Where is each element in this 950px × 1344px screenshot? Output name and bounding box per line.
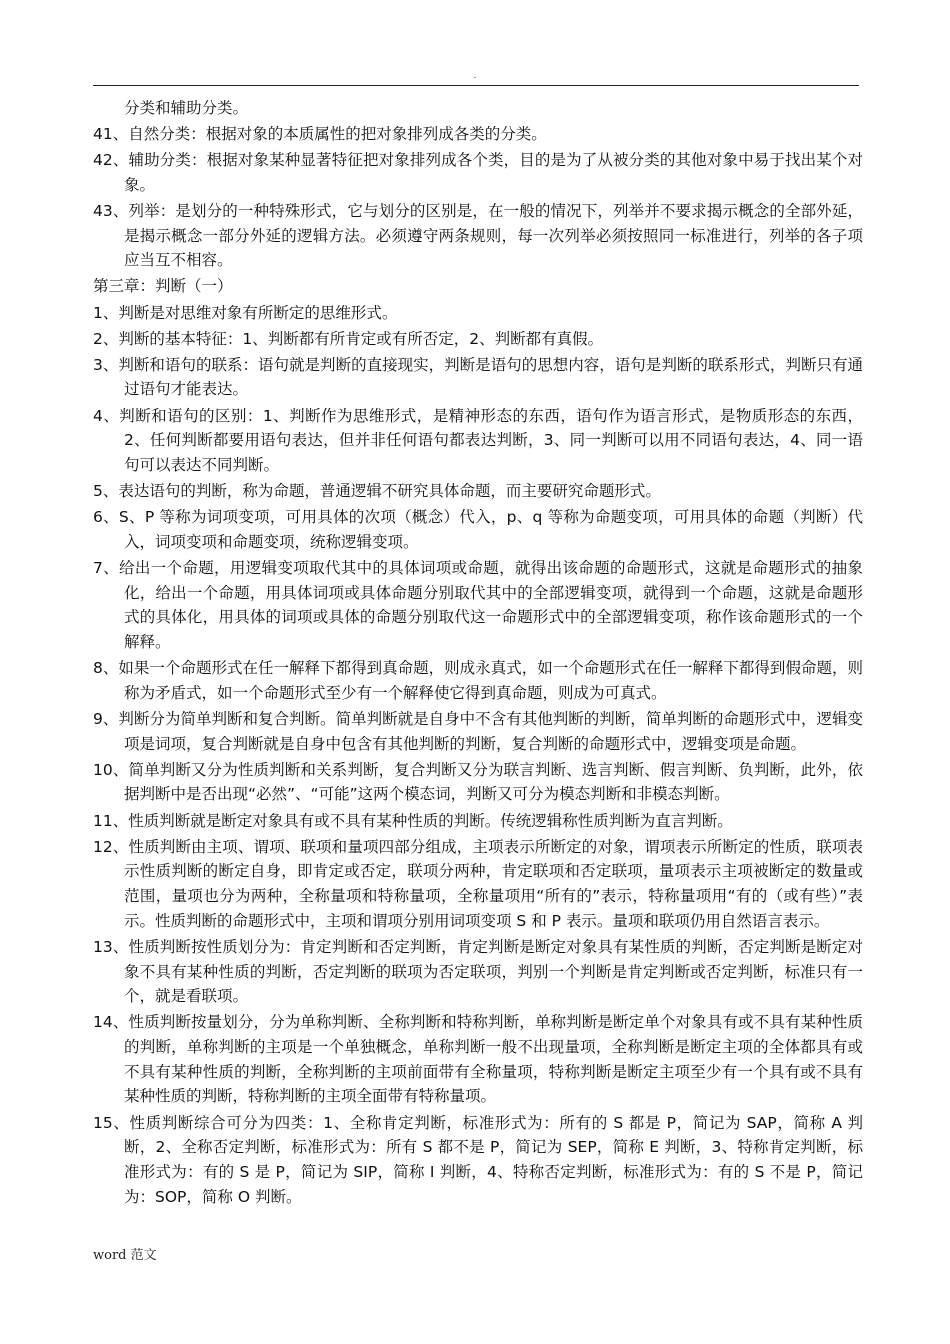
item-10: 10、简单判断又分为性质判断和关系判断，复合判断又分为联言判断、选言判断、假言判断、负判断，此外，依据判断中是否出现“必然”、“可能”这两个模态词，判断又可分为模态判断和非模态判断。 — [93, 760, 863, 804]
item-11: 11、性质判断就是断定对象具有或不具有某种性质的判断。传统逻辑称性质判断为直言判断。 — [93, 811, 733, 830]
item-15: 15、性质判断综合可分为四类：1、全称肯定判断，标准形式为：所有的 S 都是 P，简记为 SAP，简称 A 判断，2、全称否定判断，标准形式为：所有 S 都不是 P，简记为 SEP，简称 E 判断，3、特称肯定判断，标准形式为：有的 S 是 P，简记为 SIP，简称 I 判断，4、特称否定判断，标准形式为：有的 S 不是 P，简记为：SOP，简称 O 判断。 — [93, 1113, 863, 1206]
document-body — [93, 96, 863, 1211]
item-4: 4、判断和语句的区别：1、判断作为思维形式，是精神形态的东西，语句作为语言形式，是物质形态的东西，2、任何判断都要用语句表达，但并非任何语句都表达判断，3、同一判断可以用不同语句表达，4、同一语句可以表达不同判断。 — [93, 406, 863, 474]
item-14: 14、性质判断按量划分，分为单称判断、全称判断和特称判断，单称判断是断定单个对象具有或不具有某种性质的判断，单称判断的主项是一个单独概念，单称判断一般不出现量项，全称判断是断定主项的全体都具有或不具有某种性质的判断，全称判断的主项前面带有全称量项，特称判断是断定主项至少有一个具有或不具有某种性质的判断，特称判断的主项全面带有特称量项。 — [93, 1013, 863, 1106]
header-rule — [93, 85, 859, 86]
item-12: 12、性质判断由主项、谓项、联项和量项四部分组成，主项表示所断定的对象，谓项表示所断定的性质，联项表示性质判断的断定自身，即肯定或否定，联项分两种，肯定联项和否定联项，量项表示主项被断定的数量或范围，量项也分为两种，全称量项和特称量项，全称量项用“所有的”表示，特称量项用“有的（或有些）”表示。性质判断的命题形式中，主项和谓项分别用词项变项 S 和 P 表示。量项和联项仍用自然语言表示。 — [93, 837, 863, 930]
header-mark: . — [473, 70, 477, 81]
paragraph-continuation: 分类和辅助分类。 — [124, 99, 249, 117]
item-3: 3、判断和语句的联系：语句就是判断的直接现实，判断是语句的思想内容，语句是判断的联系形式，判断只有通过语句才能表达。 — [93, 355, 863, 399]
item-43: 43、列举：是划分的一种特殊形式，它与划分的区别是，在一般的情况下，列举并不要求揭示概念的全部外延，是揭示概念一部分外延的逻辑方法。必须遵守两条规则，每一次列举必须按照同一标准进行，列举的各子项应当互不相容。 — [93, 201, 863, 270]
item-13: 13、性质判断按性质划分为：肯定判断和否定判断，肯定判断是断定对象具有某性质的判断，否定判断是断定对象不具有某种性质的判断，否定判断的联项为否定联项，判别一个判断是肯定判断或否定判断，标准只有一个，就是看联项。 — [93, 937, 863, 1006]
item-5: 5、表达语句的判断，称为命题，普通逻辑不研究具体命题，而主要研究命题形式。 — [93, 482, 661, 501]
item-7: 7、给出一个命题，用逻辑变项取代其中的具体词项或命题，就得出该命题的命题形式，这就是命题形式的抽象化，给出一个命题，用具体词项或具体命题分别取代其中的全部逻辑变项，就得到一个命题，这就是命题形式的具体化，用具体的词项或具体的命题分别取代这一命题形式中的全部逻辑变项，称作该命题形式的一个解释。 — [93, 558, 863, 652]
item-1: 1、判断是对思维对象有所断定的思维形式。 — [93, 303, 398, 322]
item-6: 6、S、P 等称为词项变项，可用具体的次项（概念）代入，p、q 等称为命题变项，可用具体的命题（判断）代入，词项变项和命题变项，统称逻辑变项。 — [93, 508, 863, 551]
item-2: 2、判断的基本特征：1、判断都有所肯定或有所否定，2、判断都有真假。 — [93, 329, 604, 348]
item-42: 42、辅助分类：根据对象某种显著特征把对象排列成各个类，目的是为了从被分类的其他对象中易于找出某个对象。 — [93, 151, 863, 194]
chapter-heading: 第三章：判断（一） — [93, 277, 233, 296]
item-9: 9、判断分为简单判断和复合判断。简单判断就是自身中不含有其他判断的判断，简单判断的命题形式中，逻辑变项是词项，复合判断就是自身中包含有其他判断的判断，复合判断的命题形式中，逻辑变项是命题。 — [93, 709, 863, 753]
item-41: 41、自然分类：根据对象的本质属性的把对象排列成各类的分类。 — [93, 125, 547, 144]
footer-label: word 范文 — [93, 1248, 157, 1263]
item-8: 8、如果一个命题形式在任一解释下都得到真命题，则成永真式，如一个命题形式在任一解释下都得到假命题，则称为矛盾式，如一个命题形式至少有一个解释使它得到真命题，则成为可真式。 — [93, 659, 863, 702]
